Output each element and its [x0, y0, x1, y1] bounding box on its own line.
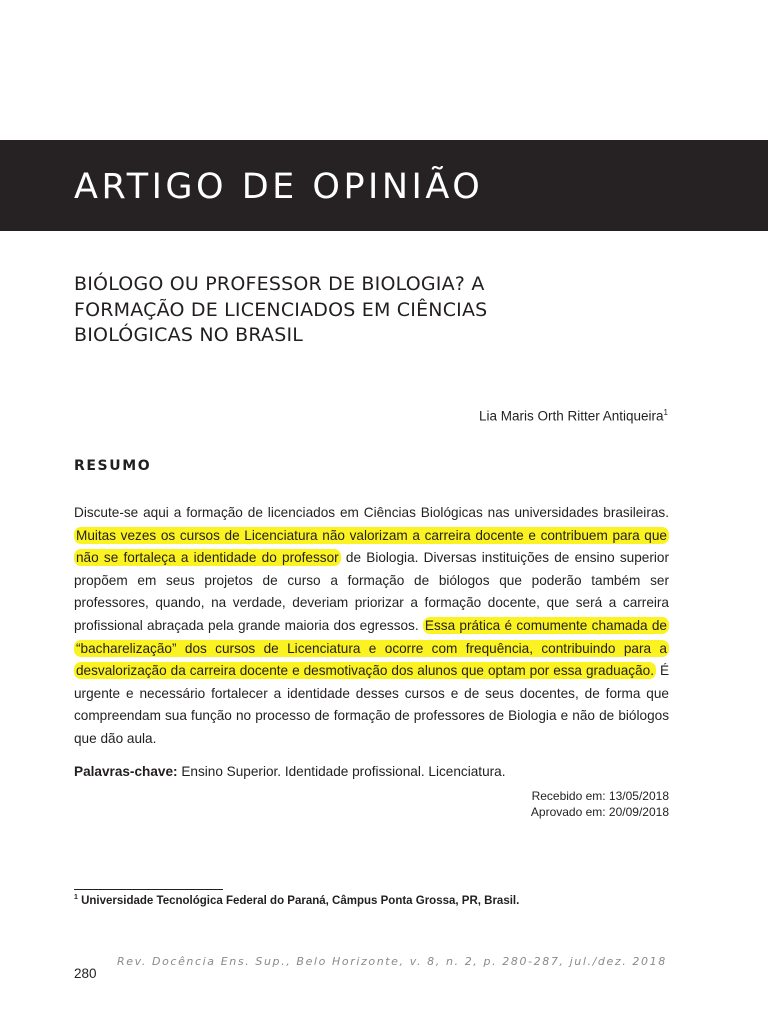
abstract-text: de Biologia. Diversas instituições de ensino superior propõem em seus projetos de curso a formação de biólogos que poderão também ser professores, quando, na verdade, deveriam priorizar a formação docente, que será a carreira profissional abraçada pela grande maioria dos egressos. — [74, 550, 669, 633]
title-line: FORMAÇÃO DE LICENCIADOS EM CIÊNCIAS — [74, 298, 488, 321]
page-number: 280 — [74, 966, 97, 981]
approved-date: Aprovado em: 20/09/2018 — [530, 805, 669, 819]
abstract-text: É urgente e necessário fortalecer a identidade desses cursos e de seus docentes, de forma que compreendam sua função no processo de formação de professores de Biologia e não de biólogos que dão aula. — [74, 663, 670, 746]
abstract-text: Discute-se aqui a formação de licenciados em Ciências Biológicas nas universidades brasileiras. — [74, 505, 669, 520]
abstract-highlighted-text: Essa prática é comumente chamada de “bacharelização” dos cursos de Licenciatura e ocorre com frequência, contribuindo para a desvalorização da carreira docente e desmotivação dos alunos que optam por essa graduação. — [76, 617, 667, 679]
footnote-mark: 1 — [74, 894, 78, 901]
author-note-mark: 1 — [663, 408, 668, 417]
abstract-paragraph — [74, 502, 669, 751]
footnote-divider — [74, 889, 223, 890]
received-date: Recebido em: 13/05/2018 — [531, 789, 669, 803]
author-name-text: Lia Maris Orth Ritter Antiqueira — [478, 408, 664, 424]
keywords — [74, 764, 669, 779]
abstract-body — [74, 502, 669, 751]
author-name — [479, 408, 668, 424]
keywords-list: Ensino Superior. Identidade profissional. Licenciatura. — [177, 764, 506, 779]
submission-dates — [531, 788, 669, 820]
title-line: BIÓLOGO OU PROFESSOR DE BIOLOGIA? A — [74, 273, 485, 295]
section-label: ARTIGO DE OPINIÃO — [74, 167, 484, 207]
abstract-highlighted-text: Muitas vezes os cursos de Licenciatura não valorizam a carreira docente e contribuem para que não se fortaleça a identidade do professor — [76, 527, 667, 566]
keywords-label: Palavras-chave: — [74, 764, 178, 779]
title-line: BIOLÓGICAS NO BRASIL — [74, 324, 304, 346]
article-title — [74, 272, 634, 349]
journal-citation: Rev. Docência Ens. Sup., Belo Horizonte, v. 8, n. 2, p. 280-287, jul./dez. 2018 — [117, 955, 667, 968]
abstract-heading: RESUMO — [74, 458, 152, 474]
footnote-text: Universidade Tecnológica Federal do Paraná, Câmpus Ponta Grossa, PR, Brasil. — [77, 894, 520, 907]
footnote — [74, 894, 519, 907]
